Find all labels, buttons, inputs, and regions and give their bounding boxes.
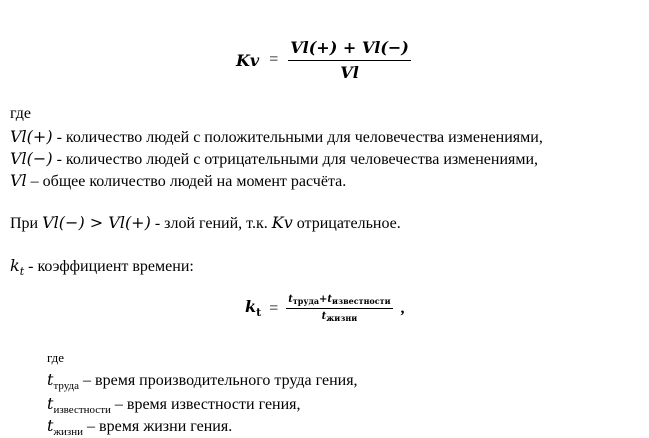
num-symbol-2: t [327, 294, 333, 305]
definition-text: - количество людей с отрицательными для человечества изменениями, [52, 151, 539, 168]
formula-kv-fraction [288, 38, 411, 82]
num-sub-2: известности [332, 296, 391, 306]
definition-symbol: t [47, 370, 54, 389]
formula-kv-denominator: Vl [340, 63, 359, 82]
num-symbol-1: t [288, 294, 293, 305]
formula-kt-lhs [245, 297, 262, 320]
formula-kv-numerator: Vl(+) + Vl(−) [288, 38, 411, 61]
kt-symbol: k [10, 256, 20, 275]
definition-text: – общее количество людей на момент расчёта. [26, 173, 347, 190]
definition-vl [10, 171, 346, 191]
den-symbol: t [321, 311, 327, 322]
formula-kv [236, 38, 411, 82]
formula-kt-numerator [286, 294, 392, 309]
formula-kv-equals: = [269, 51, 279, 68]
definition-vl-minus [10, 149, 538, 169]
condition-line [10, 213, 401, 233]
condition-prefix: При [10, 215, 43, 232]
definition-symbol: Vl(+) [10, 127, 53, 146]
where-label-1: где [10, 105, 32, 122]
formula-kt [245, 294, 405, 323]
definition-subscript: труда [53, 380, 80, 393]
kt-intro-text: - коэффициент времени: [24, 258, 194, 275]
definition-symbol: Vl [10, 171, 27, 190]
kt-subscript: t [19, 265, 25, 279]
definition-t-life [47, 416, 232, 438]
definition-text: - количество людей с положительными для человечества изменениями, [52, 129, 543, 146]
formula-kt-lhs-sub: t [256, 306, 262, 320]
num-plus: + [319, 294, 328, 305]
definition-text: – время жизни гения. [83, 418, 233, 435]
where-label-2: где [47, 350, 65, 365]
formula-kt-comma: , [400, 299, 405, 317]
formula-kt-fraction [286, 294, 392, 323]
definition-vl-plus [10, 127, 543, 147]
formula-kt-denominator [286, 309, 392, 323]
definition-text: – время производительного труда гения, [79, 372, 358, 389]
num-sub-1: труда [292, 296, 320, 306]
definition-symbol: Vl(−) [10, 149, 53, 168]
definition-t-fame [47, 394, 301, 416]
condition-middle: - злой гений, т.к. [150, 215, 272, 232]
kt-intro-line [10, 256, 194, 278]
definition-subscript: известности [53, 404, 111, 417]
den-sub: жизни [326, 313, 358, 323]
condition-expr: Vl(−) > Vl(+) [42, 213, 151, 232]
formula-kt-lhs-symbol: k [245, 297, 257, 317]
condition-suffix: отрицательное. [292, 215, 401, 232]
condition-symbol: Kv [271, 213, 293, 232]
definition-t-labor [47, 370, 358, 392]
definition-text: – время известности гения, [110, 396, 301, 413]
formula-kv-lhs: Kv [236, 50, 260, 70]
definition-subscript: жизни [53, 426, 84, 438]
definition-symbol: t [47, 394, 54, 413]
formula-kt-equals: = [269, 299, 279, 317]
definition-symbol: t [47, 416, 54, 435]
